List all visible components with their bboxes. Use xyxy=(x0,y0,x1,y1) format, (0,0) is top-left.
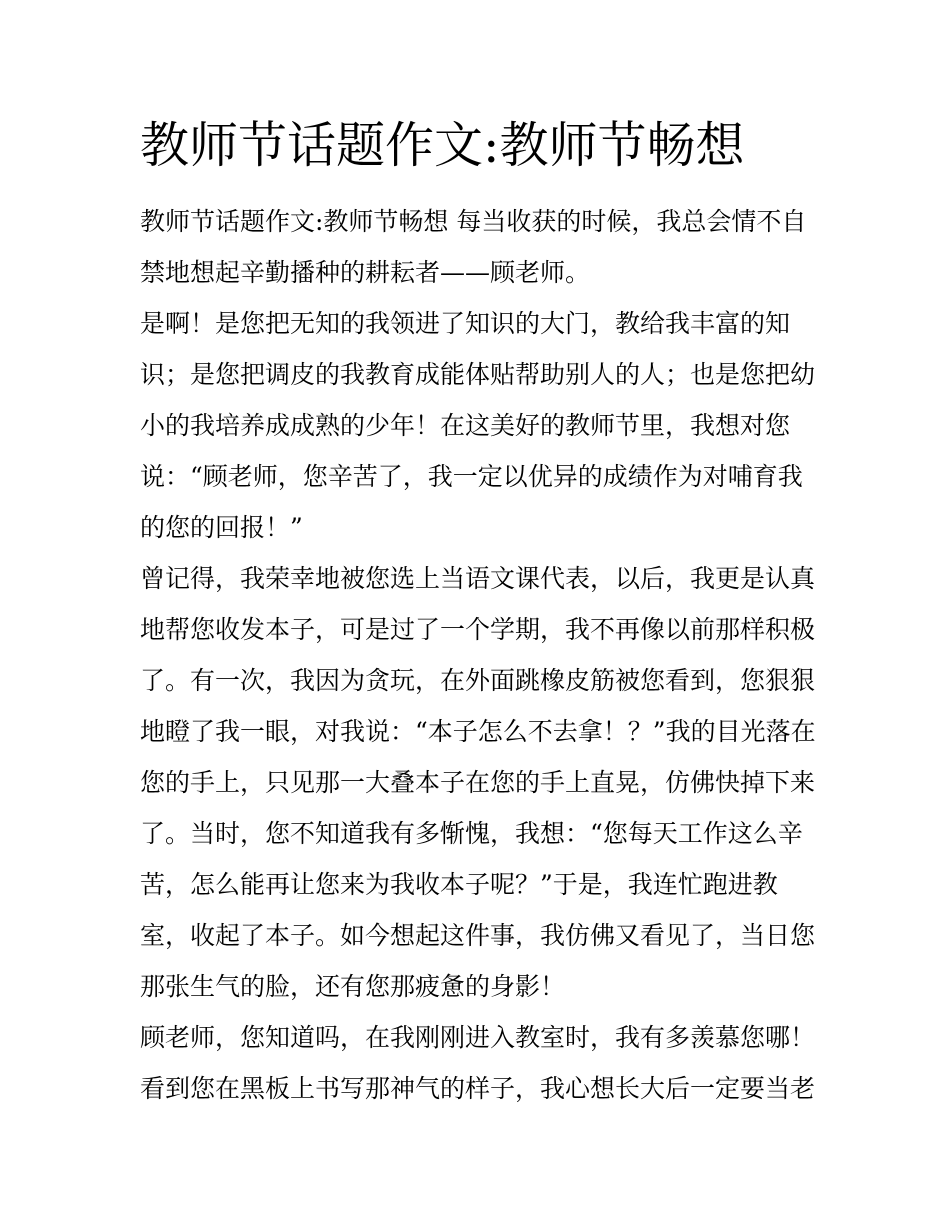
text-line: 的您的回报！” xyxy=(140,513,303,542)
text-line: 小的我培养成成熟的少年！在这美好的教师节里，我想对您 xyxy=(140,411,791,440)
text-line: 曾记得，我荣幸地被您选上当语文课代表，以后，我更是认真 xyxy=(140,564,816,593)
text-line: 苦，怎么能再让您来为我收本子呢？”于是，我连忙跑进教 xyxy=(140,870,778,899)
text-line: 地瞪了我一眼，对我说：“本子怎么不去拿！？”我的目光落在 xyxy=(140,717,816,746)
text-line: 是啊！是您把无知的我领进了知识的大门，教给我丰富的知 xyxy=(140,309,791,338)
text-line: 了。有一次，我因为贪玩，在外面跳橡皮筋被您看到，您狠狠 xyxy=(140,666,816,695)
text-line: 了。当时，您不知道我有多惭愧，我想：“您每天工作这么辛 xyxy=(140,819,803,848)
text-line: 地帮您收发本子，可是过了一个学期，我不再像以前那样积极 xyxy=(140,615,816,644)
text-line: 顾老师，您知道吗，在我刚刚进入教室时，我有多羡慕您哪！ xyxy=(140,1023,816,1052)
text-line: 教师节话题作文:教师节畅想 每当收获的时候，我总会情不自 xyxy=(140,207,807,236)
document-title: 教师节话题作文:教师节畅想 xyxy=(140,117,745,174)
text-line: 室，收起了本子。如今想起这件事，我仿佛又看见了，当日您 xyxy=(140,921,816,950)
text-line: 看到您在黑板上书写那神气的样子，我心想长大后一定要当老 xyxy=(140,1074,816,1103)
text-line: 您的手上，只见那一大叠本子在您的手上直晃，仿佛快掉下来 xyxy=(140,768,816,797)
text-line: 禁地想起辛勤播种的耕耘者——顾老师。 xyxy=(140,258,591,287)
text-line: 识；是您把调皮的我教育成能体贴帮助别人的人；也是您把幼 xyxy=(140,360,816,389)
text-line: 说：“顾老师，您辛苦了，我一定以优异的成绩作为对哺育我 xyxy=(140,462,803,491)
document-body xyxy=(140,196,820,1114)
text-line: 那张生气的脸，还有您那疲惫的身影！ xyxy=(140,972,566,1001)
